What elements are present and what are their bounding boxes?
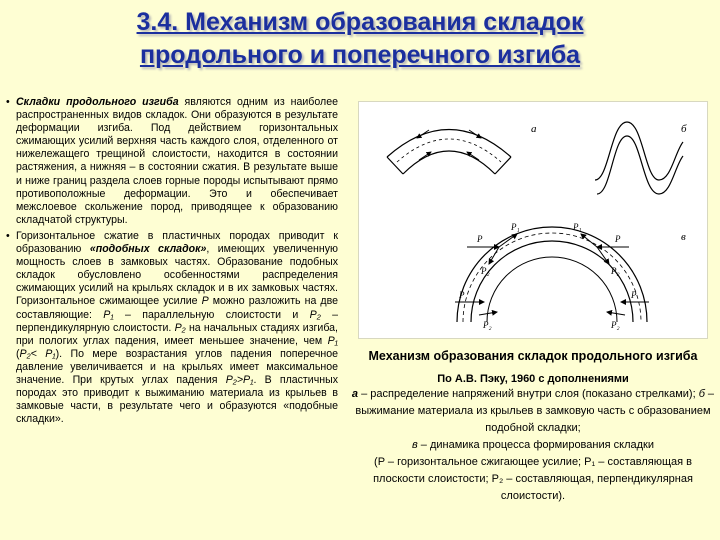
- caption-title: Механизм образования складок продольного изгиба: [368, 349, 698, 363]
- title-line-1: 3.4. Механизм образования складок: [136, 8, 584, 36]
- term-longitudinal-folds: Складки продольного изгиба: [16, 96, 179, 108]
- caption-key-a: а: [351, 388, 359, 400]
- panel-a-bent-layer: [387, 130, 511, 175]
- comparison-p2-less-p1: P₂< P₁: [19, 347, 56, 360]
- caption-item-a: [350, 386, 716, 437]
- body-text: [6, 96, 338, 429]
- symbol-P1: P₁: [327, 334, 338, 347]
- label-P-left: P: [477, 234, 483, 244]
- p2-part-e: – перпендикулярную слоистости.: [16, 308, 339, 334]
- bullet: •: [6, 229, 10, 242]
- label-P2-right: P₂: [611, 266, 620, 276]
- caption-text-b: – выжимание материала из крыльев в замковую часть с образованием подобной складки;: [355, 388, 715, 434]
- comparison-p2-greater-p1: P₂>P₁: [225, 373, 254, 386]
- panel-b-label: б: [681, 123, 687, 135]
- symbol-P2: P₂: [174, 321, 186, 334]
- label-P2-lower-right: P₂: [611, 320, 620, 330]
- caption-key-b: б: [698, 388, 705, 400]
- caption-text-v: – динамика процесса формирования складки: [417, 439, 654, 451]
- p2-part-a: Горизонтальное сжатие в пластичных породах приводит к образованию: [16, 229, 338, 256]
- paragraph-1-text: являются одним из наиболее распространенных видов складок. Они образуются в результате деформации изгиба. Под действием горизонтальных сжимающих усилий верхняя часть каждого слоя, отделенного от нижележащего трещиной слоистости, находится в состоянии растяжения, а нижняя – в состоянии сжатия. В результате выше и ниже границ раздела слоев горные породы испытывают прямо противоположные деформации. Это и обеспечивает межслоевое скольжение пород, приводящее к образованию складчатой структуры.: [16, 96, 338, 226]
- p2-part-h: ). По мере возрастания углов падения поперечное давление увеличивается и на крыльях имеет максимальное значение. При крутых углах падения: [16, 347, 338, 386]
- panel-v-label: в: [681, 231, 686, 243]
- label-P1-right: P₁: [573, 222, 582, 232]
- fold-diagram: [358, 101, 708, 339]
- panel-a-label: а: [531, 123, 537, 135]
- label-P-lower-right: P: [631, 290, 637, 300]
- title-line-2: продольного и поперечного изгиба: [139, 41, 581, 69]
- label-P1-left: P₁: [511, 222, 520, 232]
- figure-caption: [350, 348, 716, 505]
- p2-part-c: можно разложить на две составляющие:: [16, 295, 338, 321]
- paragraph-1: [6, 96, 338, 227]
- p2-part-d: – параллельную слоистости и: [113, 308, 310, 321]
- symbol-P2: P₂: [309, 308, 321, 321]
- caption-item-v: [350, 437, 716, 454]
- symbol-P: P: [201, 295, 209, 308]
- caption-key-v: в: [412, 439, 418, 451]
- p2-part-g: (: [16, 347, 20, 360]
- caption-author: По А.В. Пэку, 1960 с дополнениями: [437, 373, 629, 385]
- slide-title: [0, 6, 720, 72]
- panel-b-similar-fold: [595, 122, 683, 194]
- label-P2-left: P₂: [481, 266, 490, 276]
- bullet: •: [6, 96, 10, 108]
- term-similar-folds: «подобных складок»: [89, 243, 207, 256]
- symbol-P1: P₁: [103, 308, 114, 321]
- p2-part-i: . В пластичных породах это приводит к выжиманию материала из крыльев в замковые части, в результате чего и образуются «подобные складки».: [16, 373, 338, 426]
- caption-text-a: – распределение напряжений внутри слоя (показано стрелками);: [358, 388, 699, 400]
- p2-part-b: , имеющих увеличенную мощность слоев в замковых частях. Образование подобных складок обусловлено особенностями распределения сжимающих усилий на крыльях складок и в их замковых частях. Горизонтальное сжимающее усилие: [16, 243, 339, 308]
- fold-diagram-svg: [359, 102, 709, 340]
- label-P2-lower-left: P₂: [483, 320, 492, 330]
- caption-legend: (P – горизонтальное сжигающее усилие; P₁ – составляющая в плоскости слоистости; P₂ – составляющая, перпендикулярная слоистости).: [373, 456, 693, 502]
- paragraph-2: [6, 230, 338, 426]
- label-P-lower-left: P: [459, 290, 465, 300]
- label-P-right: P: [615, 234, 621, 244]
- p2-part-f: на начальных стадиях изгиба, при пологих углах падения, имеет меньшее значение, чем: [16, 321, 339, 347]
